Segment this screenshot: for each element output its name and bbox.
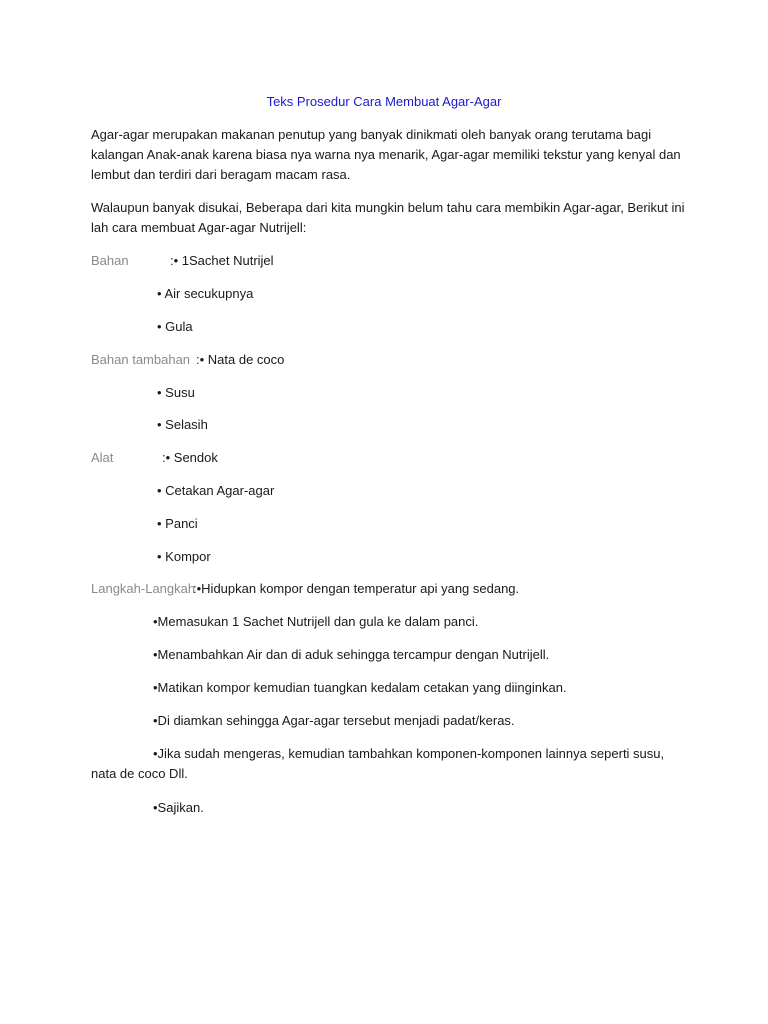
second-paragraph: Walaupun banyak disukai, Beberapa dari kita mungkin belum tahu cara membikin Agar-agar, Berikut ini lah cara membuat Agar-agar Nutrijell: [91, 200, 685, 235]
alat-item: • Cetakan Agar-agar [157, 483, 275, 498]
bahan-tambahan-item: :• Nata de coco [196, 352, 285, 367]
bahan-tambahan-item: • Selasih [157, 417, 208, 432]
langkah-step: •Menambahkan Air dan di aduk sehingga tercampur dengan Nutrijell. [153, 647, 550, 662]
alat-item: :• Sendok [162, 450, 218, 465]
alat-item: • Kompor [157, 549, 211, 564]
langkah-step: •Di diamkan sehingga Agar-agar tersebut menjadi padat/keras. [153, 713, 515, 728]
langkah-label: Langkah-Langkah [91, 581, 196, 596]
intro-paragraph: Agar-agar merupakan makanan penutup yang banyak dinikmati oleh banyak orang terutama bagi kalangan Anak-anak karena biasa nya warna nya menarik, Agar-agar memiliki tekstur yang kenyal dan lembut dan terdiri dari beragam macam rasa. [91, 127, 681, 182]
langkah-step: •Matikan kompor kemudian tuangkan kedalam cetakan yang diinginkan. [153, 680, 567, 695]
alat-label: Alat [91, 450, 114, 465]
bahan-item: :• 1Sachet Nutrijel [170, 253, 274, 268]
langkah-step: :•Hidupkan kompor dengan temperatur api yang sedang. [193, 581, 520, 596]
bahan-item: • Gula [157, 319, 193, 334]
document-title: Teks Prosedur Cara Membuat Agar-Agar [266, 94, 502, 109]
langkah-step: •Sajikan. [153, 800, 204, 815]
bahan-tambahan-item: • Susu [157, 385, 195, 400]
langkah-step: •Jika sudah mengeras, kemudian tambahkan komponen-komponen lainnya seperti susu, [153, 746, 665, 761]
bahan-item: • Air secukupnya [157, 286, 254, 301]
bahan-label: Bahan [91, 253, 129, 268]
langkah-step-continuation: nata de coco Dll. [91, 766, 188, 781]
langkah-step: •Memasukan 1 Sachet Nutrijell dan gula ke dalam panci. [153, 614, 479, 629]
alat-item: • Panci [157, 516, 198, 531]
bahan-tambahan-label: Bahan tambahan [91, 352, 191, 367]
